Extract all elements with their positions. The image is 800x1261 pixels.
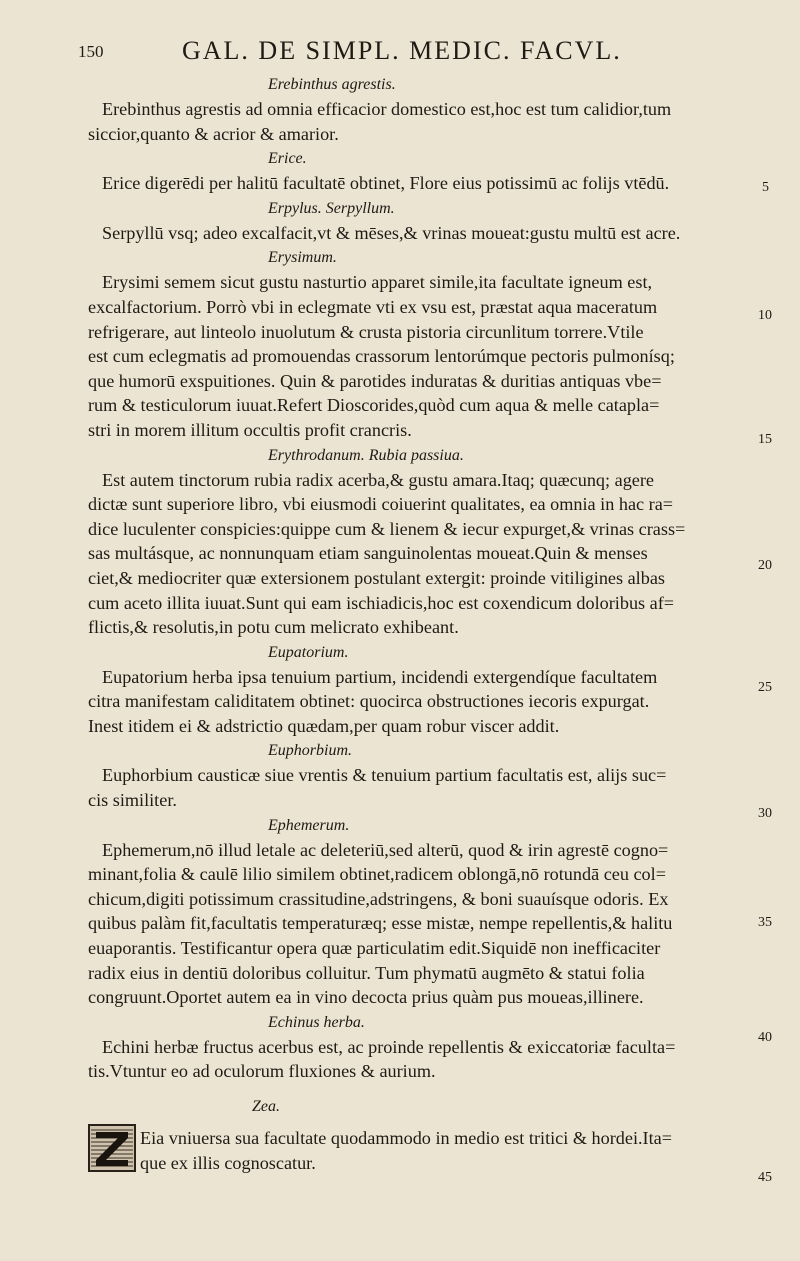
text-line: Erebinthus agrestis ad omnia efficacior domestico est,hoc est tum calidior,tum bbox=[102, 99, 672, 119]
text-line: Eupatorium herba ipsa tenuium partium, incidendi extergendíque facultatem bbox=[102, 666, 658, 687]
text-line: stri in morem illitum occultis profit crancris. bbox=[88, 419, 412, 440]
text-line: refrigerare, aut linteolo inuolutum & crusta pistoria circunlitum torrere.Vtile bbox=[88, 321, 644, 342]
entry-heading: Erice. bbox=[268, 150, 307, 168]
text-line: ciet,& mediocriter quæ extersionem postulant extergit: proinde vitiligines albas bbox=[88, 567, 665, 588]
text-line: minant,folia & caulē lilio similem obtinet,radicem oblongā,nō rotundā ceu col= bbox=[88, 864, 666, 885]
text-line: chicum,digiti potissimum crassitudine,adstringens, & boni suauísque odoris. Ex bbox=[88, 888, 669, 909]
entry-heading: Erpylus. Serpyllum. bbox=[268, 199, 395, 217]
zea-paragraph bbox=[140, 1126, 760, 1175]
text-line: sas multásque, ac nonnunquam etiam sanguinolentas moueat.Quin & menses bbox=[88, 543, 648, 564]
page-number: 150 bbox=[78, 42, 104, 61]
margin-line-number: 15 bbox=[758, 432, 772, 447]
entry-heading: Erythrodanum. Rubia passiua. bbox=[268, 446, 464, 464]
margin-line-number: 45 bbox=[758, 1170, 772, 1185]
entry-heading: Eupatorium. bbox=[268, 643, 349, 661]
text-line: dice luculenter conspicies:quippe cum & lienem & iecur expurget,& vrinas crass= bbox=[88, 518, 686, 539]
entry bbox=[88, 146, 768, 196]
text-line: siccior,quanto & acrior & amarior. bbox=[88, 123, 339, 144]
margin-line-number: 35 bbox=[758, 915, 772, 930]
entry bbox=[88, 813, 768, 1010]
page-header bbox=[78, 36, 758, 70]
text-line: excalfactorium. Porrò vbi in eclegmate vti ex vsu est, præstat aqua maceratum bbox=[88, 296, 658, 317]
text-line: Inest itidem ei & adstrictio quædam,per quam robur viscer addit. bbox=[88, 715, 560, 736]
margin-line-number: 5 bbox=[762, 180, 769, 195]
decorated-initial-z bbox=[88, 1124, 136, 1172]
text-line: Est autem tinctorum rubia radix acerba,& gustu amara.Itaq; quæcunq; agere bbox=[102, 469, 654, 490]
text-line: Erice digerēdi per halitū facultatē obtinet, Flore eius potissimū ac folijs vtēdū. bbox=[102, 173, 670, 194]
entry bbox=[88, 738, 768, 812]
margin-line-number: 30 bbox=[758, 806, 772, 821]
main-text bbox=[88, 72, 768, 1084]
text-line: rum & testiculorum iuuat.Refert Dioscorides,quòd cum aqua & melle catapla= bbox=[88, 395, 660, 416]
text-line: Erysimi semem sicut gustu nasturtio apparet simile,ita facultate igneum est, bbox=[102, 272, 653, 293]
entry-heading: Erebinthus agrestis. bbox=[268, 76, 396, 93]
entry bbox=[88, 72, 768, 146]
text-line: flictis,& resolutis,in potu cum melicrato exhibeant. bbox=[88, 617, 459, 638]
margin-line-number: 40 bbox=[758, 1030, 772, 1045]
entry-heading: Echinus herba. bbox=[268, 1013, 365, 1031]
text-line: cis similiter. bbox=[88, 790, 177, 811]
text-line: congruunt.Oportet autem ea in vino decocta prius quàm pus moueas,illinere. bbox=[88, 987, 644, 1008]
text-line: Euphorbium causticæ siue vrentis & tenuium partium facultatis est, alijs suc= bbox=[102, 765, 667, 786]
margin-line-number: 25 bbox=[758, 680, 772, 695]
text-line: radix eius in dentiū doloribus colluitur. Tum phymatū augmēto & statui folia bbox=[88, 962, 645, 983]
entry bbox=[88, 196, 768, 246]
text-line: que humorū exspuitiones. Quin & parotides induratas & duritias antiquas vbe= bbox=[88, 370, 662, 391]
text-line: cum aceto illita iuuat.Sunt qui eam ischiadicis,hoc est coxendicum doloribus af= bbox=[88, 592, 675, 613]
margin-line-number: 20 bbox=[758, 558, 772, 573]
text-line: euaporantis. Testificantur opera quæ particulatim edit.Siquidē non inefficaciter bbox=[88, 938, 661, 959]
margin-line-number: 10 bbox=[758, 308, 772, 323]
running-title: GAL. DE SIMPL. MEDIC. FACVL. bbox=[182, 36, 622, 65]
entry bbox=[88, 443, 768, 640]
text-line: que ex illis cognoscatur. bbox=[140, 1152, 316, 1173]
entry bbox=[88, 1010, 768, 1084]
entry-heading-zea: Zea. bbox=[252, 1098, 280, 1115]
text-line: Ephemerum,nō illud letale ac deleteriū,sed alterū, quod & irin agrestē cogno= bbox=[102, 839, 669, 860]
entry-heading: Ephemerum. bbox=[268, 816, 350, 834]
text-line: dictæ sunt superiore libro, vbi eiusmodi coiuerint qualitates, ea omnia in hac ra= bbox=[88, 494, 674, 515]
entry bbox=[88, 245, 768, 442]
text-line: Echini herbæ fructus acerbus est, ac proinde repellentis & exiccatoriæ faculta= bbox=[102, 1036, 676, 1057]
entry-heading: Euphorbium. bbox=[268, 742, 352, 760]
entry-heading: Erysimum. bbox=[268, 249, 337, 267]
text-line: quibus palàm fit,facultatis temperaturæq; esse mistæ, nempe repellentis,& halitu bbox=[88, 913, 673, 934]
text-line: Serpyllū vsq; adeo excalfacit,vt & mēses,& vrinas moueat:gustu multū est acre. bbox=[102, 222, 681, 243]
text-line: Eia vniuersa sua facultate quodammodo in medio est tritici & hordei.Ita= bbox=[140, 1128, 672, 1148]
text-line: citra manifestam caliditatem obtinet: quocirca obstructiones iecoris expurgat. bbox=[88, 691, 650, 712]
text-line: tis.Vtuntur eo ad oculorum fluxiones & aurium. bbox=[88, 1061, 436, 1082]
entry bbox=[88, 640, 768, 739]
text-line: est cum eclegmatis ad promouendas crassorum lentorúmque pectoris pulmonísq; bbox=[88, 346, 675, 367]
